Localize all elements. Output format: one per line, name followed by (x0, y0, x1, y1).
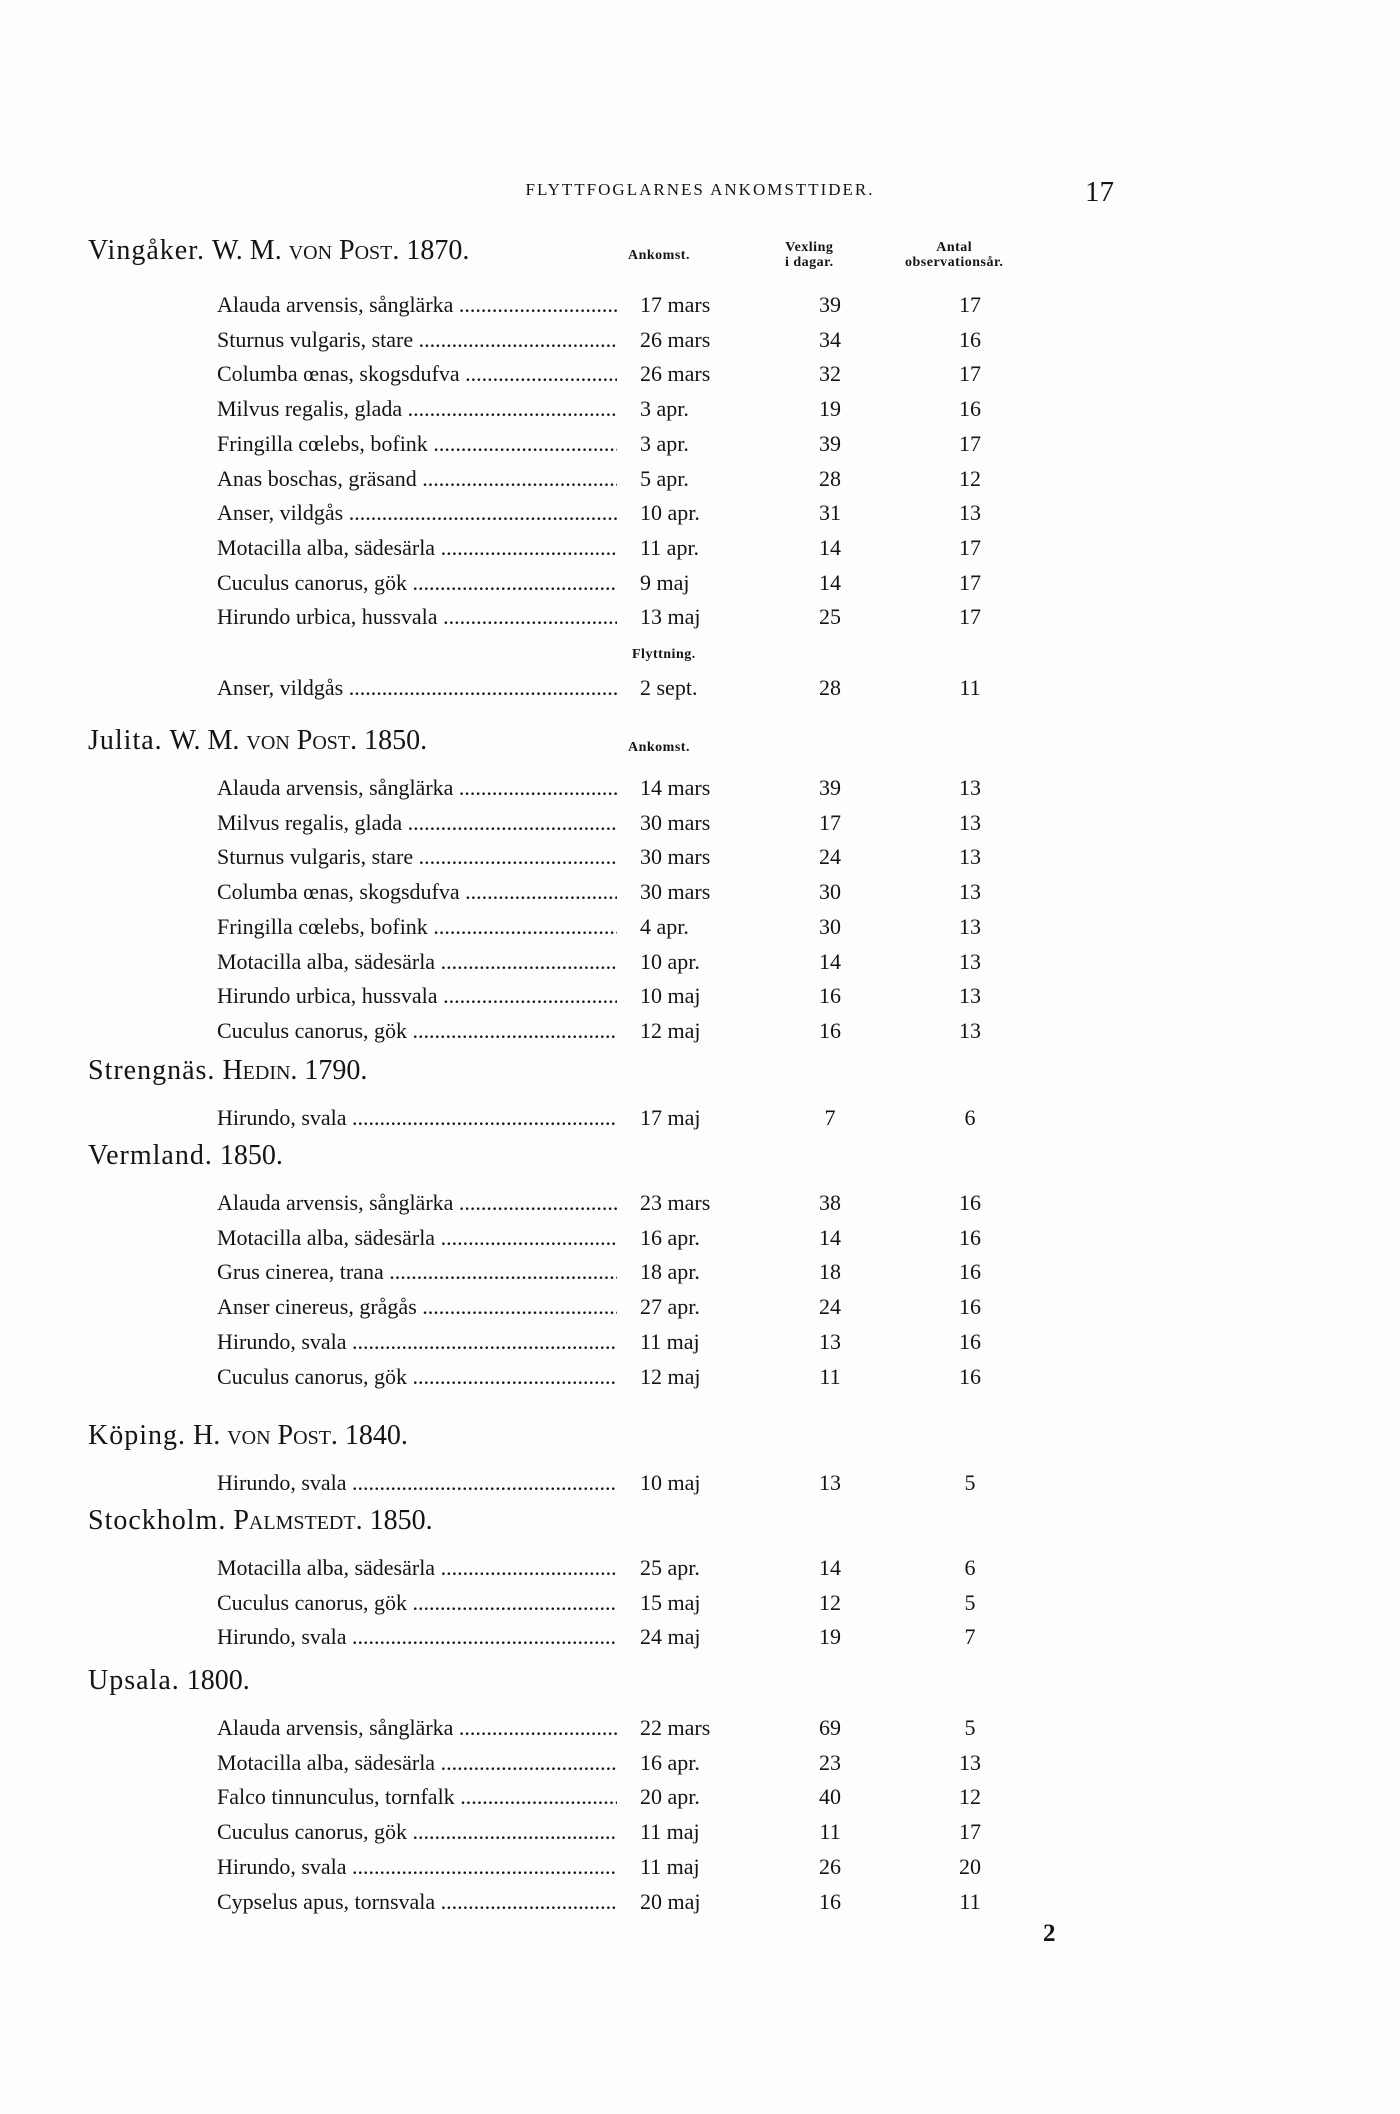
section-title (88, 1140, 283, 1172)
table-row (0, 1225, 1400, 1259)
species-name: Fringilla cœlebs, bofink ..... (217, 914, 617, 940)
table-row (0, 361, 1400, 395)
vexling-days: 13 (819, 1328, 841, 1354)
table-row (0, 949, 1400, 983)
observation-years: 13 (959, 948, 981, 974)
observation-year: 1850. (369, 1505, 433, 1536)
vexling-days: 14 (819, 1224, 841, 1250)
observer-name: Hedin. (222, 1055, 298, 1086)
column-header-vexling-line1: Vexling (785, 240, 834, 255)
arrival-date: 16 apr. (640, 1224, 700, 1250)
observation-years: 16 (959, 1224, 981, 1250)
table-row (0, 292, 1400, 326)
vexling-days: 39 (819, 430, 841, 456)
observation-years: 16 (959, 1259, 981, 1285)
station-name: Vermland. (88, 1140, 213, 1171)
arrival-date: 10 maj (640, 1470, 701, 1495)
species-name: Grus cinerea, trana ..... (217, 1259, 617, 1285)
species-name: Alauda arvensis, sånglärka ..... (217, 292, 617, 318)
arrival-date: 22 mars (640, 1715, 711, 1740)
observation-years: 12 (959, 465, 981, 491)
observer-name: Palmstedt. (233, 1505, 363, 1536)
vexling-days: 13 (819, 1470, 841, 1495)
species-name: Cuculus canorus, gök ..... (217, 570, 617, 596)
observer-name: H. von Post. (193, 1420, 338, 1451)
vexling-days: 31 (819, 500, 841, 526)
arrival-date: 11 maj (640, 1328, 700, 1354)
vexling-days: 40 (819, 1784, 841, 1810)
table-row (0, 775, 1400, 809)
column-header-flyttning: Flyttning. (632, 647, 696, 662)
arrival-date: 30 mars (640, 879, 711, 905)
species-name: Milvus regalis, glada ..... (217, 396, 617, 422)
table-row (0, 1715, 1400, 1749)
column-header-antal-line2: observationsår. (905, 255, 1004, 270)
arrival-date: 20 maj (640, 1888, 701, 1914)
table-row (0, 1259, 1400, 1293)
arrival-date: 23 mars (640, 1190, 711, 1215)
vexling-days: 7 (824, 1105, 836, 1130)
observation-years: 6 (964, 1555, 976, 1580)
species-name: Alauda arvensis, sånglärka ..... (217, 775, 617, 801)
species-name: Columba œnas, skogsdufva ..... (217, 361, 617, 387)
observation-years: 13 (959, 1017, 981, 1043)
arrival-date: 10 maj (640, 983, 701, 1009)
arrival-date: 17 mars (640, 292, 711, 317)
vexling-days: 19 (819, 396, 841, 422)
observation-years: 17 (959, 430, 981, 456)
vexling-days: 17 (819, 809, 841, 835)
table-row (0, 1018, 1400, 1052)
arrival-date: 24 maj (640, 1624, 701, 1650)
species-name: Hirundo urbica, hussvala ..... (217, 604, 617, 630)
observation-year: 1800. (186, 1665, 250, 1696)
column-header-vexling (785, 240, 834, 270)
species-name: Anser, vildgås ..... (217, 500, 617, 526)
vexling-days: 11 (819, 1363, 841, 1389)
table-row (0, 1470, 1400, 1504)
table-row (0, 535, 1400, 569)
table-row (0, 327, 1400, 361)
section-title (88, 1420, 408, 1452)
observation-years: 5 (964, 1715, 976, 1740)
species-name: Sturnus vulgaris, stare ..... (217, 327, 617, 353)
species-name: Alauda arvensis, sånglärka ..... (217, 1715, 617, 1741)
observation-years: 11 (959, 675, 981, 700)
species-name: Fringilla cœlebs, bofink ..... (217, 431, 617, 457)
species-name: Hirundo, svala ..... (217, 1624, 617, 1650)
station-name: Upsala. (88, 1665, 180, 1696)
table-row (0, 1819, 1400, 1853)
observation-years: 13 (959, 1749, 981, 1775)
species-name: Sturnus vulgaris, stare ..... (217, 844, 617, 870)
arrival-date: 3 apr. (640, 396, 689, 422)
species-name: Columba œnas, skogsdufva ..... (217, 879, 617, 905)
observation-years: 13 (959, 983, 981, 1009)
arrival-date: 9 maj (640, 569, 690, 595)
vexling-days: 30 (819, 913, 841, 939)
arrival-date: 26 mars (640, 361, 711, 387)
observation-years: 16 (959, 326, 981, 352)
observation-years: 17 (959, 569, 981, 595)
arrival-date: 11 maj (640, 1853, 700, 1879)
observation-years: 12 (959, 1784, 981, 1810)
arrival-date: 30 mars (640, 844, 711, 870)
arrival-date: 25 apr. (640, 1555, 700, 1580)
arrival-date: 11 maj (640, 1819, 700, 1845)
species-name: Motacilla alba, sädesärla ..... (217, 1750, 617, 1776)
table-row (0, 1294, 1400, 1328)
table-row (0, 1624, 1400, 1658)
station-name: Strengnäs. (88, 1055, 216, 1086)
arrival-date: 3 apr. (640, 430, 689, 456)
observation-years: 13 (959, 913, 981, 939)
arrival-date: 30 mars (640, 809, 711, 835)
species-name: Hirundo, svala ..... (217, 1470, 617, 1496)
arrival-date: 4 apr. (640, 913, 689, 939)
vexling-days: 69 (819, 1715, 841, 1740)
vexling-days: 25 (819, 604, 841, 630)
table-row (0, 1590, 1400, 1624)
species-name: Falco tinnunculus, tornfalk ..... (217, 1784, 617, 1810)
species-name: Hirundo urbica, hussvala ..... (217, 983, 617, 1009)
species-name: Milvus regalis, glada ..... (217, 810, 617, 836)
species-name: Cuculus canorus, gök ..... (217, 1819, 617, 1845)
section-title (88, 725, 427, 757)
observation-year: 1870. (406, 235, 470, 266)
table-row (0, 1555, 1400, 1589)
observation-years: 13 (959, 775, 981, 800)
station-name: Köping. (88, 1420, 186, 1451)
observation-year: 1790. (304, 1055, 368, 1086)
vexling-days: 32 (819, 361, 841, 387)
vexling-days: 18 (819, 1259, 841, 1285)
arrival-date: 10 apr. (640, 500, 700, 526)
station-name: Julita. (88, 725, 163, 756)
species-name: Anser, vildgås ..... (217, 675, 617, 701)
table-row (0, 1190, 1400, 1224)
species-name: Hirundo, svala ..... (217, 1854, 617, 1880)
table-row (0, 1105, 1400, 1139)
column-header-antal (905, 240, 1003, 270)
column-header-ankomst: Ankomst. (628, 248, 690, 263)
vexling-days: 24 (819, 844, 841, 870)
observation-years: 16 (959, 1328, 981, 1354)
observation-years: 17 (959, 534, 981, 560)
observation-years: 16 (959, 1294, 981, 1320)
arrival-date: 13 maj (640, 604, 701, 630)
arrival-date: 18 apr. (640, 1259, 700, 1285)
observation-years: 13 (959, 500, 981, 526)
section-title (88, 1505, 433, 1537)
species-name: Motacilla alba, sädesärla ..... (217, 949, 617, 975)
running-head: FLYTTFOGLARNES ANKOMSTTIDER. (525, 180, 875, 199)
observation-years: 17 (959, 361, 981, 387)
vexling-days: 14 (819, 1555, 841, 1580)
arrival-date: 26 mars (640, 326, 711, 352)
species-name: Anser cinereus, grågås ..... (217, 1294, 617, 1320)
station-name: Vingåker. (88, 235, 205, 266)
table-row (0, 914, 1400, 948)
species-name: Motacilla alba, sädesärla ..... (217, 1555, 617, 1581)
species-name: Motacilla alba, sädesärla ..... (217, 535, 617, 561)
vexling-days: 26 (819, 1853, 841, 1879)
vexling-days: 28 (819, 675, 841, 700)
station-name: Stockholm. (88, 1505, 227, 1536)
species-name: Cuculus canorus, gök ..... (217, 1018, 617, 1044)
table-row (0, 1784, 1400, 1818)
arrival-date: 15 maj (640, 1589, 701, 1615)
table-row (0, 431, 1400, 465)
arrival-date: 2 sept. (640, 675, 698, 700)
vexling-days: 12 (819, 1589, 841, 1615)
observation-years: 5 (964, 1589, 976, 1615)
observation-years: 13 (959, 809, 981, 835)
table-row (0, 844, 1400, 878)
observation-year: 1850. (364, 725, 428, 756)
arrival-date: 20 apr. (640, 1784, 700, 1810)
observation-years: 17 (959, 604, 981, 630)
species-name: Hirundo, svala ..... (217, 1105, 617, 1131)
table-row (0, 500, 1400, 534)
species-name: Alauda arvensis, sånglärka ..... (217, 1190, 617, 1216)
vexling-days: 14 (819, 569, 841, 595)
arrival-date: 5 apr. (640, 465, 689, 491)
observation-year: 1840. (344, 1420, 408, 1451)
species-name: Anas boschas, gräsand ..... (217, 466, 617, 492)
species-name: Hirundo, svala ..... (217, 1329, 617, 1355)
arrival-date: 12 maj (640, 1363, 701, 1389)
page-number: 17 (1085, 176, 1114, 208)
arrival-date: 10 apr. (640, 948, 700, 974)
vexling-days: 30 (819, 879, 841, 905)
table-row (0, 879, 1400, 913)
observation-years: 17 (959, 1819, 981, 1845)
table-row (0, 1329, 1400, 1363)
arrival-date: 12 maj (640, 1017, 701, 1043)
observer-name: W. M. von Post. (169, 725, 358, 756)
observation-years: 11 (959, 1888, 981, 1914)
vexling-days: 34 (819, 326, 841, 352)
table-row (0, 396, 1400, 430)
observation-years: 20 (959, 1853, 981, 1879)
observation-years: 13 (959, 844, 981, 870)
table-row (0, 1364, 1400, 1398)
observation-years: 16 (959, 396, 981, 422)
vexling-days: 38 (819, 1190, 841, 1215)
table-row (0, 675, 1400, 709)
arrival-date: 27 apr. (640, 1294, 700, 1320)
table-row (0, 466, 1400, 500)
column-header-ankomst: Ankomst. (628, 740, 690, 755)
observation-years: 7 (964, 1624, 976, 1650)
column-header-vexling-line2: i dagar. (785, 255, 834, 270)
vexling-days: 24 (819, 1294, 841, 1320)
observation-years: 5 (964, 1470, 976, 1495)
table-row (0, 604, 1400, 638)
observation-year: 1850. (219, 1140, 283, 1171)
vexling-days: 16 (819, 983, 841, 1009)
vexling-days: 23 (819, 1749, 841, 1775)
table-row (0, 1889, 1400, 1923)
table-row (0, 983, 1400, 1017)
species-name: Motacilla alba, sädesärla ..... (217, 1225, 617, 1251)
arrival-date: 17 maj (640, 1105, 701, 1130)
sheet-signature-mark: 2 (1043, 1920, 1056, 1947)
observation-years: 17 (959, 292, 981, 317)
vexling-days: 14 (819, 534, 841, 560)
section-title (88, 1055, 367, 1087)
arrival-date: 11 apr. (640, 534, 700, 560)
observation-years: 16 (959, 1363, 981, 1389)
vexling-days: 39 (819, 292, 841, 317)
observation-years: 13 (959, 879, 981, 905)
vexling-days: 39 (819, 775, 841, 800)
species-name: Cuculus canorus, gök ..... (217, 1590, 617, 1616)
section-title (88, 1665, 250, 1697)
table-row (0, 1854, 1400, 1888)
vexling-days: 19 (819, 1624, 841, 1650)
arrival-date: 14 mars (640, 775, 711, 800)
vexling-days: 16 (819, 1888, 841, 1914)
table-row (0, 1750, 1400, 1784)
observation-years: 16 (959, 1190, 981, 1215)
table-row (0, 810, 1400, 844)
species-name: Cuculus canorus, gök ..... (217, 1364, 617, 1390)
column-header-antal-line1: Antal (936, 240, 973, 255)
observer-name: W. M. von Post. (211, 235, 400, 266)
section-title (88, 235, 469, 267)
vexling-days: 28 (819, 465, 841, 491)
species-name: Cypselus apus, tornsvala ..... (217, 1889, 617, 1915)
vexling-days: 14 (819, 948, 841, 974)
vexling-days: 11 (819, 1819, 841, 1845)
vexling-days: 16 (819, 1017, 841, 1043)
arrival-date: 16 apr. (640, 1749, 700, 1775)
observation-years: 6 (964, 1105, 976, 1130)
table-row (0, 570, 1400, 604)
